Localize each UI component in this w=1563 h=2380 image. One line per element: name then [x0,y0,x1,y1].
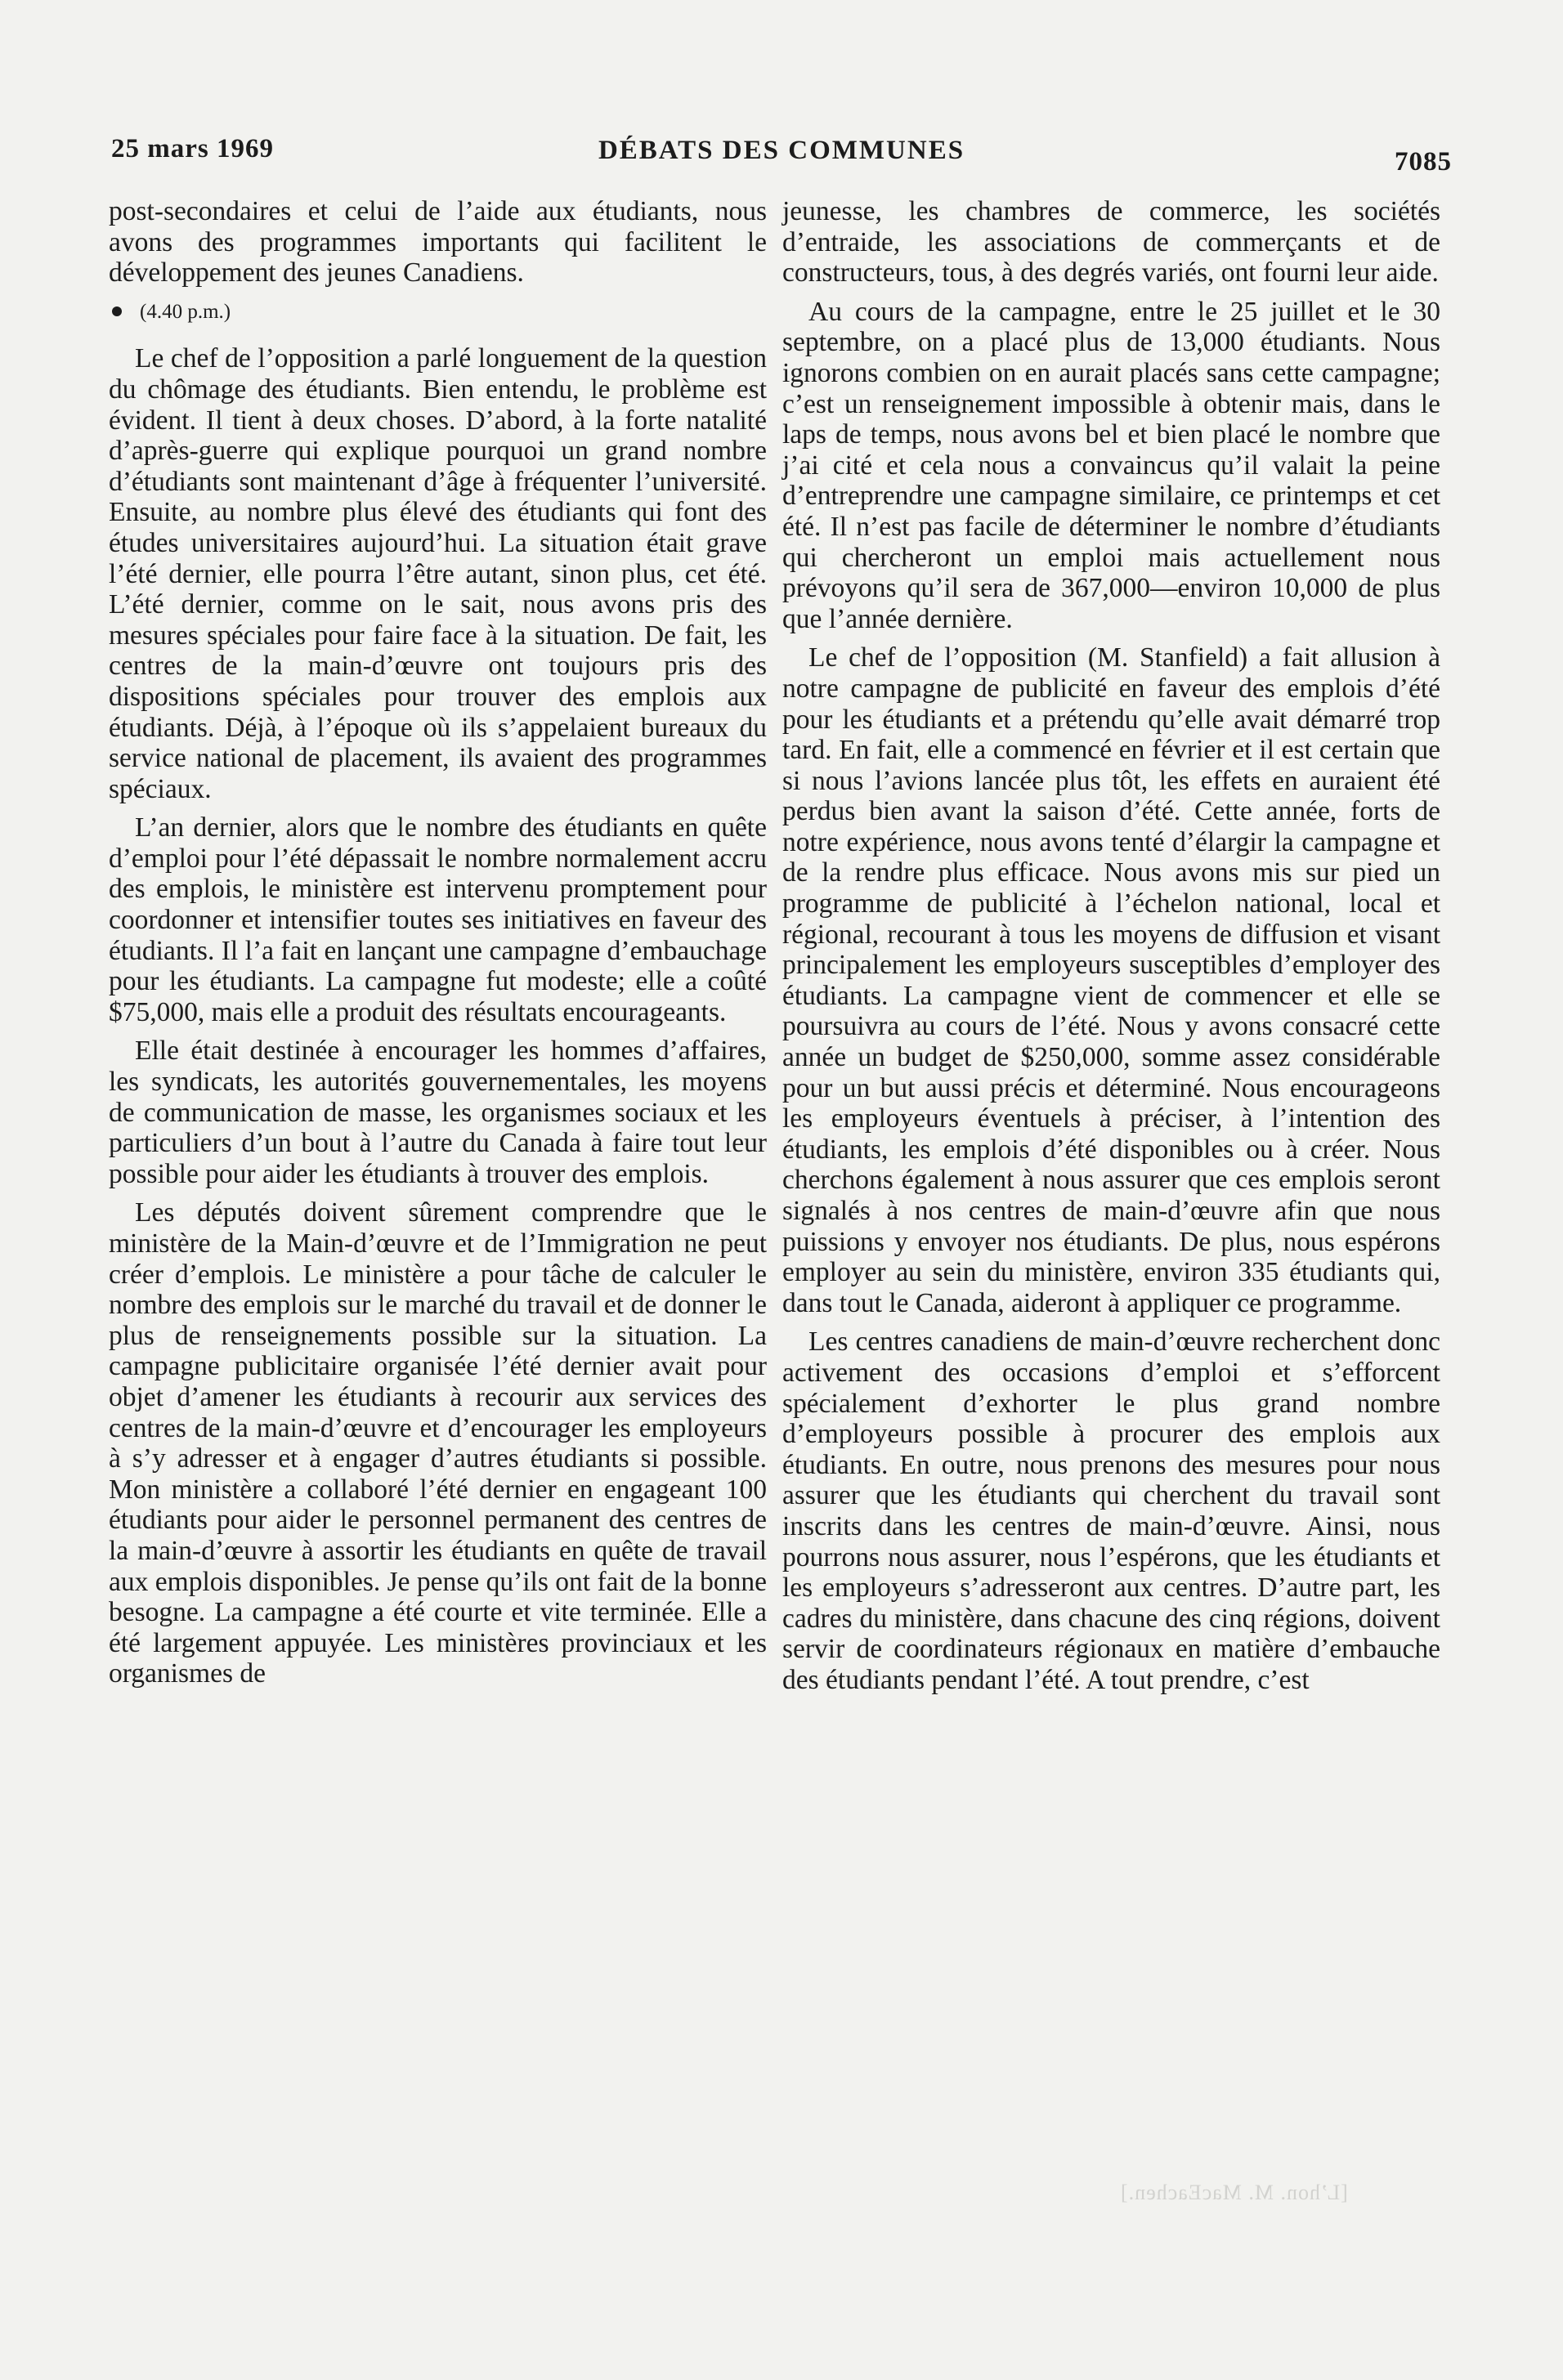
time-stamp: (4.40 p.m.) [140,300,231,323]
paragraph: Les députés doivent sûrement comprendre que le ministère de la Main-d’œuvre et de l’Immigration ne peut créer d’emplois. Le ministère a pour tâche de calculer le nombre des emplois sur le marché du travail et de donner le plus de renseignements possible sur la situation. La campagne publicitaire organisée l’été dernier avait pour objet d’amener les étudiants à recourir aux services des centres de la main-d’œuvre et d’encourager les employeurs à s’y adresser et à engager d’autres étudiants si possible. Mon ministère a collaboré l’été dernier en engageant 100 étudiants pour aider le personnel permanent des centres de la main-d’œuvre à assortir les étudiants en quête de travail aux emplois disponibles. Je pense qu’ils ont fait de la bonne besogne. La campagne a été courte et vite terminée. Elle a été largement appuyée. Les ministères provinciaux et les organismes de [109,1197,767,1689]
left-column [109,196,767,1698]
right-column [782,196,1440,1704]
paragraph: Au cours de la campagne, entre le 25 juillet et le 30 septembre, on a placé plus de 13,000 étudiants. Nous ignorons combien on en aurait placés sans cette campagne; c’est un renseignement impossible à obtenir mais, dans le laps de temps, nous avons bel et bien placé le nombre que j’ai cité et cela nous a convaincus qu’il valait la peine d’entreprendre une campagne similaire, ce printemps et cet été. Il n’est pas facile de déterminer le nombre d’étudiants qui chercheront un emploi mais actuellement nous prévoyons qu’il sera de 367,000—environ 10,000 de plus que l’année dernière. [782,296,1440,634]
header-title: DÉBATS DES COMMUNES [598,136,965,165]
paragraph: Le chef de l’opposition a parlé longuement de la question du chômage des étudiants. Bien entendu, le problème est évident. Il tient à deux choses. D’abord, à la forte natalité d’après-guerre qui explique pourquoi un grand nombre d’étudiants sont maintenant d’âge à fréquenter l’université. Ensuite, au nombre plus élevé des étudiants qui font des études universitaires aujourd’hui. La situation était grave l’été dernier, elle pourra l’être autant, sinon plus, cet été. L’été dernier, comme on le sait, nous avons pris des mesures spéciales pour faire face à la situation. De fait, les centres de la main-d’œuvre ont toujours pris des dispositions spéciales pour trouver des emplois aux étudiants. Déjà, à l’époque où ils s’appelaient bureaux du service national de placement, ils avaient des programmes spéciaux. [109,343,767,804]
page-number: 7085 [1395,147,1452,177]
paragraph: jeunesse, les chambres de commerce, les sociétés d’entraide, les associations de commerçants et de constructeurs, tous, à des degrés variés, ont fourni leur aide. [782,196,1440,289]
bullet-icon [112,306,122,316]
paragraph: Elle était destinée à encourager les hommes d’affaires, les syndicats, les autorités gouvernementales, les moyens de communication de masse, les organismes sociaux et les particuliers d’un bout à l’autre du Canada à faire tout leur possible pour aider les étudiants à trouver des emplois. [109,1036,767,1189]
paragraph: post-secondaires et celui de l’aide aux étudiants, nous avons des programmes importants qui facilitent le développement des jeunes Canadiens. [109,196,767,289]
page-header [111,129,1452,178]
header-date: 25 mars 1969 [111,134,274,163]
paragraph: Le chef de l’opposition (M. Stanfield) a fait allusion à notre campagne de publicité en faveur des emplois d’été pour les étudiants et a prétendu qu’elle avait démarré trop tard. En fait, elle a commencé en février et il est certain que si nous l’avions lancée plus tôt, les effets en auraient été perdus bien avant la saison d’été. Cette année, forts de notre expérience, nous avons tenté d’élargir la campagne et de la rendre plus efficace. Nous avons mis sur pied un programme de publicité à l’échelon national, local et régional, recourant à tous les moyens de diffusion et visant principalement les employeurs susceptibles d’employer des étudiants. La campagne vient de commencer et elle se poursuivra au cours de l’été. Nous y avons consacré cette année un budget de $250,000, somme assez considérable pour un but aussi précis et déterminé. Nous encourageons les employeurs éventuels à préciser, à l’intention des étudiants, les emplois d’été disponibles ou à créer. Nous cherchons également à nous assurer que ces emplois seront signalés à nos centres de main-d’œuvre afin que nous puissions y envoyer nos étudiants. De plus, nous espérons employer au sein du ministère, environ 335 étudiants qui, dans tout le Canada, aideront à appliquer ce programme. [782,642,1440,1318]
paragraph: Les centres canadiens de main-d’œuvre recherchent donc activement des occasions d’emploi et s’efforcent spécialement d’exhorter le plus grand nombre d’employeurs possible à procurer des emplois aux étudiants. En outre, nous prenons des mesures pour nous assurer que les étudiants qui cherchent du travail sont inscrits dans les centres de main-d’œuvre. Ainsi, nous pourrons nous assurer, nous l’espérons, que les étudiants et les employeurs s’adresseront aux centres. D’autre part, les cadres du ministère, dans chacune des cinq régions, doivent servir de coordinateurs régionaux en matière d’embauche des étudiants pendant l’été. A tout prendre, c’est [782,1326,1440,1695]
paragraph: L’an dernier, alors que le nombre des étudiants en quête d’emploi pour l’été dépassait le nombre normalement accru des emplois, le ministère est intervenu promptement pour coordonner et intensifier toutes ses initiatives en faveur des étudiants. Il l’a fait en lançant une campagne d’embauchage pour les étudiants. La campagne fut modeste; elle a coûté $75,000, mais elle a produit des résultats encourageants. [109,812,767,1027]
bleed-through-text: [L’hon. M. MacEachen.] [1120,2181,1348,2204]
time-stamp-line [109,297,767,328]
